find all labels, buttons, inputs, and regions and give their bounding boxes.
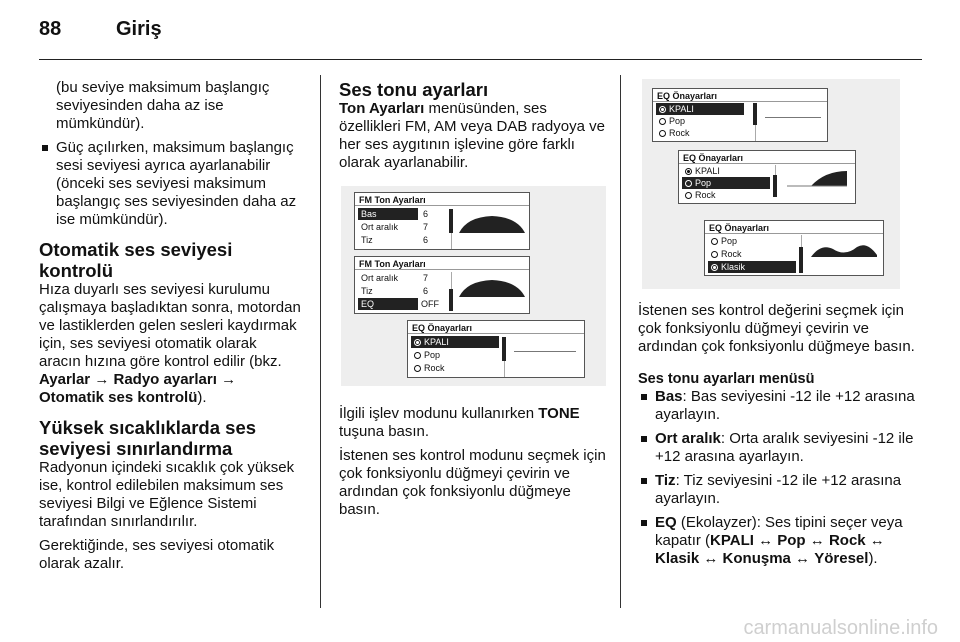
column-1 bbox=[39, 79, 301, 579]
row-label: KPALI bbox=[669, 104, 694, 114]
menu-ref: Ton Ayarları bbox=[339, 100, 425, 117]
paragraph-select-mode: İstenen ses kontrol modunu seçmek için çok fonksiyonlu düğmeyi çevirin ve ardından çok fonksiyonlu düğmeye basın. bbox=[339, 447, 606, 518]
bullet-item bbox=[638, 472, 920, 508]
row-label: Klasik bbox=[721, 262, 746, 272]
radio-icon bbox=[414, 365, 421, 372]
screen-row bbox=[708, 235, 737, 247]
screen-row bbox=[656, 115, 685, 127]
scroll-track bbox=[451, 233, 452, 249]
screen-row: Ort aralık bbox=[361, 222, 399, 232]
screen-eq-1 bbox=[652, 88, 828, 142]
screen-row bbox=[411, 349, 440, 361]
paragraph-high-temp-2: Gerektiğinde, ses seviyesi otomatik olarak azalır. bbox=[39, 537, 275, 572]
radio-icon bbox=[659, 130, 666, 137]
bullet-text: Güç açılırken, maksimum başlangıç sesi seviyesi ayrıca ayarlanabilir (önceki ses seviyesi maksimum başlangıç ses seviyesinden daha az ise mümkündür). bbox=[56, 139, 297, 228]
column-divider-2 bbox=[620, 75, 621, 608]
screen-value: 6 bbox=[423, 286, 429, 296]
radio-icon bbox=[414, 339, 421, 346]
heading-auto-volume: Otomatik ses seviyesi kontrolü bbox=[39, 239, 233, 281]
screen-value: 7 bbox=[423, 222, 429, 232]
menu-ref: Otomatik ses kontrolü bbox=[39, 389, 198, 406]
separator: ↔ bbox=[805, 532, 829, 549]
text: İlgili işlev modunu kullanırken bbox=[339, 405, 539, 422]
screen-row bbox=[411, 362, 445, 374]
screen-value: 6 bbox=[423, 209, 429, 219]
heading-tone-menu: Ses tonu ayarları menüsü bbox=[638, 371, 815, 387]
screen-value: OFF bbox=[421, 299, 439, 309]
paragraph-tone bbox=[339, 100, 607, 172]
scroll-bar bbox=[753, 103, 757, 125]
page-number: 88 bbox=[39, 18, 62, 40]
text: : Orta aralık seviyesini -12 ile +12 arasına ayarlayın. bbox=[655, 430, 914, 465]
screen-row: Bas bbox=[358, 208, 418, 220]
paragraph-press-tone bbox=[339, 405, 607, 441]
screen-fm-tone-1 bbox=[354, 192, 530, 250]
screen-row: Ort aralık bbox=[361, 273, 399, 283]
radio-icon bbox=[659, 106, 666, 113]
row-label: Pop bbox=[721, 236, 738, 246]
paragraph-auto-volume bbox=[39, 281, 301, 407]
menu-ref: Ort aralık bbox=[655, 430, 721, 447]
screen-row: Tiz bbox=[361, 235, 373, 245]
separator: ↔ bbox=[699, 550, 723, 567]
screen-value: 7 bbox=[423, 273, 429, 283]
scroll-bar bbox=[449, 209, 453, 233]
header-divider bbox=[39, 59, 922, 60]
heading-high-temp: Yüksek sıcaklıklarda ses seviyesi sınırlandırma bbox=[39, 417, 257, 459]
key-ref: TONE bbox=[538, 405, 580, 422]
page-header bbox=[39, 18, 162, 48]
bullet-item-eq bbox=[638, 514, 920, 568]
screen-value: 6 bbox=[423, 235, 429, 245]
bullet-icon bbox=[641, 394, 647, 400]
screen-eq-2 bbox=[678, 150, 856, 204]
row-label: Pop bbox=[695, 178, 712, 188]
scroll-bar bbox=[502, 337, 506, 361]
screen-row: EQ bbox=[358, 298, 418, 310]
menu-ref: Bas bbox=[655, 388, 683, 405]
radio-icon bbox=[685, 192, 692, 199]
text: : Bas seviyesini -12 ile +12 arasına ayarlayın. bbox=[655, 388, 915, 423]
text: ). bbox=[197, 389, 207, 406]
column-2 bbox=[339, 79, 607, 178]
row-label: KPALI bbox=[695, 166, 720, 176]
screen-row bbox=[656, 103, 744, 115]
eq-option: Yöresel bbox=[814, 550, 869, 567]
eq-option: KPALI bbox=[710, 532, 754, 549]
screen-row bbox=[708, 261, 796, 273]
eq-option: Klasik bbox=[655, 550, 700, 567]
bullet-icon bbox=[641, 436, 647, 442]
row-label: Pop bbox=[669, 116, 686, 126]
radio-icon bbox=[685, 180, 692, 187]
screen-row bbox=[656, 127, 690, 139]
figure-eq-screens bbox=[642, 79, 900, 289]
scroll-bar bbox=[773, 175, 777, 197]
paragraph-high-temp: Radyonun içindeki sıcaklık çok yüksek ise, kontrol edilebilen maksimum ses seviyesi Bilgi ve Eğlence Sistemi tarafından sınırlandırılır. bbox=[39, 459, 295, 530]
paragraph: (bu seviye maksimum başlangıç seviyesinden daha az ise mümkündür). bbox=[56, 79, 270, 132]
menu-ref: EQ bbox=[655, 514, 677, 531]
row-label: Rock bbox=[424, 363, 445, 373]
separator: ↔ bbox=[753, 532, 778, 549]
eq-option: Pop bbox=[777, 532, 806, 549]
text: ). bbox=[868, 550, 878, 567]
screen-row bbox=[411, 336, 499, 348]
separator: ↔ bbox=[865, 532, 885, 549]
screen-fm-tone-2 bbox=[354, 256, 530, 314]
eq-option: Konuşma bbox=[722, 550, 791, 567]
menu-ref: Radyo ayarları bbox=[113, 371, 217, 388]
bullet-icon bbox=[641, 478, 647, 484]
screen-title: EQ Önayarları bbox=[705, 221, 883, 234]
arrow-icon: → bbox=[221, 371, 237, 388]
screen-title: EQ Önayarları bbox=[679, 151, 855, 164]
paragraph-select-value: İstenen ses kontrol değerini seçmek için çok fonksiyonlu düğmeyi çevirin ve ardından çok fonksiyonlu düğmeye basın. bbox=[638, 302, 915, 355]
bullet-item bbox=[39, 139, 301, 229]
eq-curve-icon bbox=[457, 275, 527, 299]
radio-icon bbox=[711, 238, 718, 245]
screen-eq-presets bbox=[407, 320, 585, 378]
scroll-track bbox=[504, 361, 505, 377]
row-label: Pop bbox=[424, 350, 441, 360]
screen-row: Tiz bbox=[361, 286, 373, 296]
text: tuşuna basın. bbox=[339, 423, 430, 440]
radio-icon bbox=[414, 352, 421, 359]
screen-row bbox=[708, 248, 742, 260]
column-divider-1 bbox=[320, 75, 321, 608]
screen-row bbox=[682, 189, 716, 201]
screen-title: EQ Önayarları bbox=[653, 89, 827, 102]
scroll-track bbox=[755, 125, 756, 141]
text: menüsünden, ses özellikleri FM, AM veya DAB radyoya ve her ses aygıtının işlevine göre farklı olarak ayarlanabilir. bbox=[339, 100, 605, 171]
menu-ref: Tiz bbox=[655, 472, 676, 489]
eq-curve-icon bbox=[785, 169, 851, 189]
radio-icon bbox=[711, 251, 718, 258]
figure-tone-screens bbox=[341, 186, 606, 386]
row-label: Rock bbox=[721, 249, 742, 259]
screen-title: FM Ton Ayarları bbox=[355, 257, 529, 270]
eq-flat-line bbox=[765, 117, 821, 118]
radio-icon bbox=[659, 118, 666, 125]
radio-icon bbox=[685, 168, 692, 175]
screen-eq-3 bbox=[704, 220, 884, 276]
separator: ↔ bbox=[790, 550, 815, 567]
bullet-item bbox=[638, 388, 920, 424]
page-title: Giriş bbox=[116, 18, 162, 40]
scroll-bar bbox=[449, 289, 453, 311]
bullet-item bbox=[638, 430, 920, 466]
row-label: Rock bbox=[669, 128, 690, 138]
eq-curve-icon bbox=[457, 211, 527, 235]
screen-title: FM Ton Ayarları bbox=[355, 193, 529, 206]
arrow-icon: → bbox=[94, 371, 110, 388]
screen-row bbox=[682, 177, 770, 189]
text: (Ekolayzer): Ses tipini seçer veya kapatır ( bbox=[655, 514, 903, 549]
heading-tone-settings: Ses tonu ayarları bbox=[339, 79, 489, 100]
scroll-bar bbox=[799, 247, 803, 273]
eq-option: Rock bbox=[828, 532, 866, 549]
column-3 bbox=[638, 302, 920, 574]
bullet-icon bbox=[641, 520, 647, 526]
screen-row bbox=[682, 165, 720, 177]
text: : Tiz seviyesini -12 ile +12 arasına ayarlayın. bbox=[655, 472, 902, 507]
menu-ref: Ayarlar bbox=[39, 371, 91, 388]
text: Hıza duyarlı ses seviyesi kurulumu çalışmaya başladıktan sonra, motordan ve lastiklerden gelen sesleri kaydırmak için, ses seviyesi otomatik olarak aracın hızına göre kontrol edilir (bkz. bbox=[39, 281, 301, 370]
column-2-lower bbox=[339, 405, 607, 525]
eq-curve-icon bbox=[809, 237, 879, 261]
row-label: Rock bbox=[695, 190, 716, 200]
screen-title: EQ Önayarları bbox=[408, 321, 584, 334]
bullet-icon bbox=[42, 145, 48, 151]
radio-icon bbox=[711, 264, 718, 271]
row-label: KPALI bbox=[424, 337, 449, 347]
watermark: carmanualsonline.info bbox=[743, 617, 938, 639]
eq-flat-line bbox=[514, 351, 576, 352]
